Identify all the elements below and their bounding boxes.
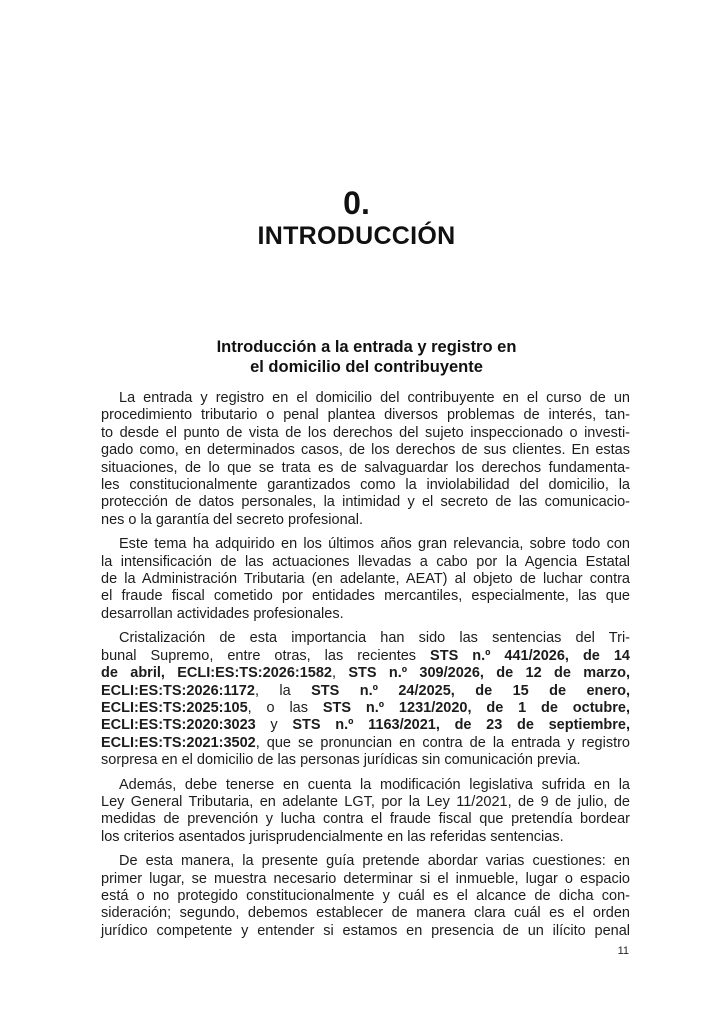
text-line: [101, 390, 630, 407]
body-text: [101, 390, 630, 947]
text-run: , que se pronuncian en contra de la entrada y registro: [255, 734, 630, 751]
bold-citation: ECLI:ES:TS:2025:105: [101, 699, 248, 716]
bold-citation: ECLI:ES:TS:2021:3502: [101, 734, 256, 751]
text-line: [101, 888, 630, 905]
paragraph: [101, 536, 630, 623]
bold-citation: STS n.º 1231/2020, de 1 de octubre,: [322, 699, 631, 716]
text-line: [101, 648, 630, 665]
text-run: to desde el punto de vista de los derechos del sujeto inspeccionado o investi-: [101, 424, 630, 441]
text-run: procedimiento tributario o penal plantea diversos problemas de interés, tan-: [101, 407, 630, 424]
paragraph: [101, 853, 630, 940]
text-run: está o no protegido constitucionalmente y cuál es el alcance de dicha con-: [101, 887, 630, 904]
text-line: [101, 829, 630, 846]
text-line: [101, 777, 630, 794]
text-line: [101, 571, 630, 588]
text-line: [101, 923, 630, 940]
text-line: [101, 477, 630, 494]
text-run: Este tema ha adquirido en los últimos años gran relevancia, sobre todo con: [119, 536, 630, 553]
text-line: [101, 811, 630, 828]
text-run: jurídico competente y entender si estamos en presencia de un ilícito penal: [101, 922, 630, 939]
text-line: [101, 853, 630, 870]
text-line: [101, 871, 630, 888]
text-line: [101, 735, 630, 752]
text-run: nes o la garantía del secreto profesional.: [101, 511, 363, 528]
section-heading-line: el domicilio del contribuyente: [250, 358, 483, 376]
section-heading: [0, 337, 713, 377]
text-line: [101, 554, 630, 571]
bold-citation: ECLI:ES:TS:2020:3023: [101, 717, 256, 734]
text-run: y: [255, 717, 293, 734]
text-run: ,: [331, 665, 349, 682]
page-number: 11: [617, 945, 629, 957]
text-run: de la Administración Tributaria (en adelante, AEAT) al objeto de luchar contra: [101, 571, 630, 588]
text-line: [101, 905, 630, 922]
bold-citation: ECLI:ES:TS:2026:1172: [101, 682, 255, 699]
text-run: bunal Supremo, entre otras, las recientes: [101, 647, 431, 664]
text-run: los criterios asentados jurisprudencialmente en las referidas sentencias.: [101, 828, 564, 845]
text-run: la intensificación de las actuaciones llevadas a cabo por la Agencia Estatal: [101, 553, 630, 570]
bold-citation: STS n.º 24/2025, de 15 de enero,: [311, 682, 631, 699]
text-line: [101, 752, 630, 769]
text-line: [101, 494, 630, 511]
text-run: De esta manera, la presente guía pretende abordar varias cuestiones: en: [119, 853, 630, 870]
text-line: [101, 717, 630, 734]
text-run: primer lugar, se muestra necesario determinar si el inmueble, lugar o espacio: [101, 870, 630, 887]
text-line: [101, 442, 630, 459]
text-line: [101, 536, 630, 553]
text-run: Ley General Tributaria, en adelante LGT, por la Ley 11/2021, de 9 de julio, de: [101, 793, 630, 810]
text-line: [101, 700, 630, 717]
text-line: [101, 665, 630, 682]
text-line: [101, 683, 630, 700]
chapter-title: INTRODUCCIÓN: [257, 222, 456, 250]
text-line: [101, 460, 630, 477]
text-run: La entrada y registro en el domicilio del contribuyente en el curso de un: [119, 390, 630, 406]
text-run: desarrollan actividades profesionales.: [101, 605, 344, 622]
chapter-number: 0.: [343, 185, 370, 221]
text-run: les constitucionalmente garantizados como la inviolabilidad del domicilio, la: [101, 477, 630, 494]
bold-citation: STS n.º 1163/2021, de 23 de septiembre,: [292, 717, 630, 734]
text-line: [101, 606, 630, 623]
text-run: sorpresa en el domicilio de las personas jurídicas sin comunicación previa.: [101, 752, 581, 769]
text-run: , o las: [247, 699, 323, 716]
bold-citation: STS n.º 309/2026, de 12 de marzo,: [348, 665, 630, 682]
text-run: el fraude fiscal cometido por entidades mercantiles, especialmente, las que: [101, 588, 630, 605]
paragraph: [101, 390, 630, 529]
bold-citation: de abril, ECLI:ES:TS:2026:1582: [101, 665, 332, 682]
text-run: Cristalización de esta importancia han sido las sentencias del Tri-: [119, 630, 630, 647]
paragraph: [101, 777, 630, 847]
text-run: Además, debe tenerse en cuenta la modificación legislativa sufrida en la: [119, 776, 630, 793]
text-run: gado como, en determinados casos, de los derechos de sus clientes. En estas: [101, 442, 630, 459]
text-line: [101, 512, 630, 529]
paragraph: [101, 630, 630, 769]
text-line: [101, 407, 630, 424]
text-run: medidas de prevención y lucha contra el fraude fiscal que pretendía bordear: [101, 811, 630, 828]
text-run: protección de datos personales, la intimidad y el secreto de las comunicacio-: [101, 494, 630, 511]
text-line: [101, 630, 630, 647]
text-run: , la: [254, 682, 312, 699]
text-run: sideración; segundo, debemos establecer de manera clara cuál es el orden: [101, 905, 630, 922]
text-line: [101, 794, 630, 811]
text-line: [101, 588, 630, 605]
text-run: situaciones, de lo que se trata es de salvaguardar los derechos fundamenta-: [101, 459, 630, 476]
bold-citation: STS n.º 441/2026, de 14: [430, 647, 630, 664]
text-line: [101, 425, 630, 442]
section-heading-line: Introducción a la entrada y registro en: [216, 338, 517, 356]
